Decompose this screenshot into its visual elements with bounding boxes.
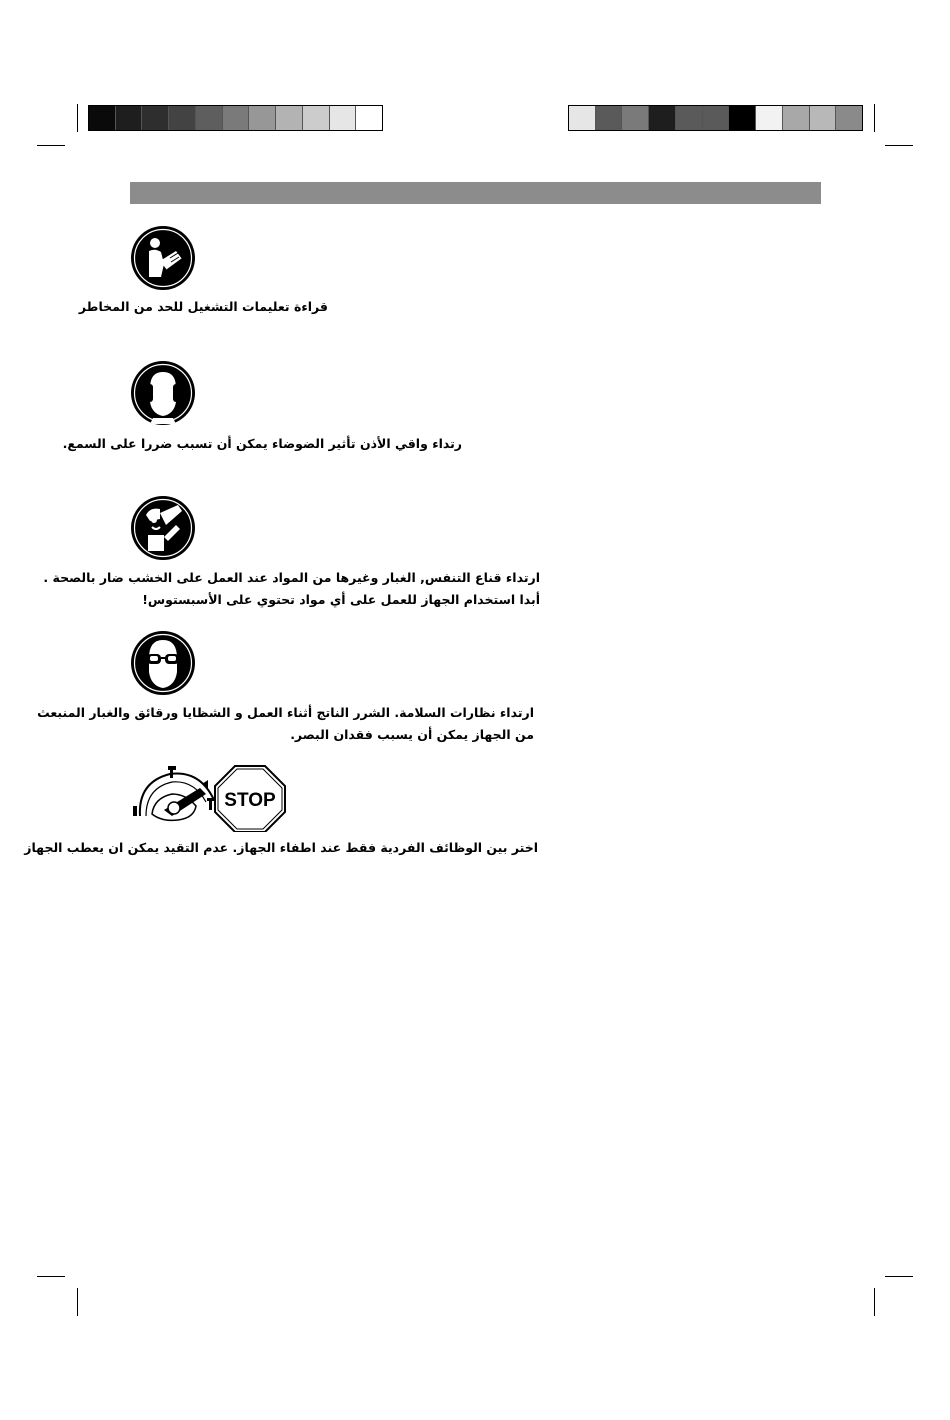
- safety-goggles-icon: [130, 630, 196, 696]
- crop-mark: [885, 145, 913, 146]
- mode-selector-stop-graphic: [130, 760, 290, 832]
- calibration-swatch: [649, 106, 676, 130]
- instruction-line: رتداء واقي الأذن تأثير الضوضاء يمكن أن تسبب ضررا على السمع.: [62, 436, 462, 451]
- color-calibration-strip-left: [88, 105, 383, 131]
- section-header-bar: [130, 182, 821, 204]
- calibration-swatch: [116, 106, 143, 130]
- calibration-swatch: [810, 106, 837, 130]
- calibration-swatch: [356, 106, 382, 130]
- instruction-line: قراءة تعليمات التشغيل للحد من المخاطر: [78, 299, 328, 314]
- crop-mark: [874, 1288, 875, 1316]
- instruction-ear-protection: [63, 433, 462, 455]
- instruction-line: من الجهاز يمكن أن يسبب فقدان البصر.: [290, 727, 534, 742]
- crop-mark: [37, 1276, 65, 1277]
- calibration-swatch: [169, 106, 196, 130]
- calibration-swatch: [89, 106, 116, 130]
- calibration-swatch: [622, 106, 649, 130]
- read-manual-icon: [130, 225, 196, 291]
- instruction-line: اختر بين الوظائف الفردية فقط عند اطفاء الجهاز. عدم التقيد يمكن ان يعطب الجهاز: [24, 840, 538, 855]
- ear-protection-icon: [130, 360, 196, 426]
- instruction-line: ارتداء نظارات السلامة. الشرر الناتج أثناء العمل و الشظايا ورقائق والغبار المنبعث: [37, 705, 534, 720]
- calibration-swatch: [223, 106, 250, 130]
- calibration-swatch: [703, 106, 730, 130]
- calibration-swatch: [836, 106, 862, 130]
- instruction-line: ارتداء قناع التنفس, الغبار وغيرها من المواد عند العمل على الخشب ضار بالصحة .: [43, 570, 540, 585]
- calibration-swatch: [249, 106, 276, 130]
- calibration-swatch: [276, 106, 303, 130]
- instruction-line: أبدا استخدام الجهاز للعمل على أي مواد تحتوي على الأسبستوس!: [142, 592, 540, 607]
- crop-mark: [37, 145, 65, 146]
- calibration-swatch: [142, 106, 169, 130]
- calibration-swatch: [676, 106, 703, 130]
- calibration-swatch: [756, 106, 783, 130]
- mode-selector-icon: [130, 760, 290, 832]
- stop-label: STOP: [224, 790, 276, 811]
- crop-mark: [874, 104, 875, 132]
- color-calibration-strip-right: [568, 105, 863, 131]
- calibration-swatch: [196, 106, 223, 130]
- crop-mark: [77, 1288, 78, 1316]
- calibration-swatch: [330, 106, 357, 130]
- instruction-mode-selector: [24, 837, 538, 859]
- instruction-dust-mask: [43, 567, 540, 611]
- calibration-swatch: [569, 106, 596, 130]
- instruction-read-manual: [79, 296, 328, 318]
- calibration-swatch: [783, 106, 810, 130]
- crop-mark: [885, 1276, 913, 1277]
- dust-mask-icon: [130, 495, 196, 561]
- calibration-swatch: [729, 106, 756, 130]
- calibration-swatch: [596, 106, 623, 130]
- instruction-safety-goggles: [37, 702, 534, 746]
- calibration-swatch: [303, 106, 330, 130]
- crop-mark: [77, 104, 78, 132]
